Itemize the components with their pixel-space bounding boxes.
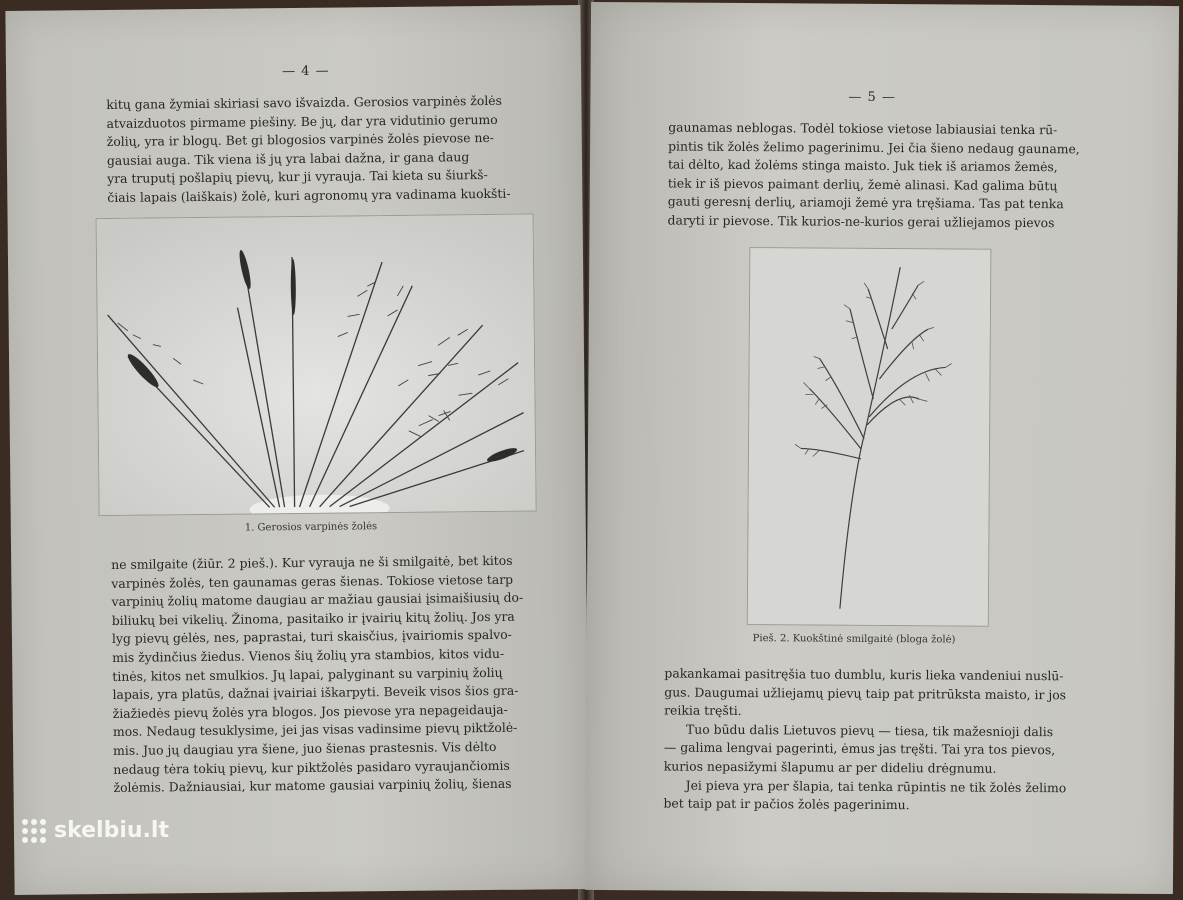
text-line: gus. Daugumai užliejamų pievų taip pat pritrūksta maisto, ir jos (664, 684, 1067, 702)
text-line: mos. Nedaug tesuklysime, jei jas visas vadinsime pievų piktžolė- (112, 720, 518, 740)
text-line: gausiai auga. Tik viena iš jų yra labai dažna, ir gana daug (106, 148, 470, 168)
text-line: yra truputį pošlapių pievų, kur ji vyrauja. Tai kieta su šiurkš- (107, 167, 488, 187)
watermark-text: skelbiu.lt (54, 818, 169, 843)
page-number-right: — 5 — (848, 89, 897, 106)
right-page (585, 2, 1179, 894)
text-line: gauti geresnį derlių, ariamoji žemė yra tręšiama. Tas pat tenka (667, 193, 1064, 212)
right-bottom-paragraph (663, 664, 1104, 816)
left-bottom-paragraph (111, 552, 522, 798)
text-line: ne smilgaite (žiūr. 2 pieš.). Kur vyrauja ne ši smilgaitė, bet kitos (111, 552, 513, 572)
text-line: kurios nepasižymi šlapumu ar per dideliu drėgnumu. (663, 758, 997, 776)
text-line: lapais, yra platūs, dažnai įvairiai iškarpyti. Beveik visos šios gra- (112, 682, 519, 703)
text-line: varpinės žolės, ten gaunamas geras šienas. Tokiose vietose tarp (111, 571, 514, 591)
figure-tussock-grass (747, 247, 992, 627)
figure-caption-left: 1. Gerosios varpinės žolės (244, 521, 378, 534)
text-line: pakankamai pasitręšia tuo dumblu, kuris lieka vandeniui nuslū- (664, 665, 1064, 684)
text-line: — galima lengvai pagerinti, ėmus jas tręšti. Tai yra tos pievos, (663, 739, 1056, 758)
text-line: kitų gana žymiai skiriasi savo išvaizda. Gerosios varpinės žolės (106, 92, 503, 112)
dots-icon (22, 819, 46, 843)
grass-illustration (97, 215, 536, 516)
figure-grasses (96, 214, 537, 517)
text-line: Jei pieva yra per šlapia, tai tenka rūpintis ne tik žolės želimo (685, 777, 1067, 795)
left-top-paragraph (106, 92, 515, 208)
text-line: nedaug tėra tokių pievų, kur piktžolės pasidaro vyraujančiomis (113, 757, 510, 777)
text-line: žolių, yra ir blogų. Bet gi blogosios varpinės žolės pievose ne- (106, 130, 495, 150)
right-top-paragraph (668, 119, 1109, 234)
left-page (5, 5, 589, 895)
text-line: atvaizduotos pirmame piešiny. Be jų, dar yra vidutinio gerumo (106, 111, 498, 131)
text-line: mis žydinčius žiedus. Vienos šių žolių yra stambios, kitos vidu- (112, 645, 505, 665)
tussock-grass-illustration (748, 248, 991, 626)
text-line: bet taip pat ir pačios žolės pagerinimu. (663, 795, 910, 813)
text-line: tiek ir iš pievos paimant derlių, žemė alinasi. Kad galima būtų (667, 175, 1058, 193)
text-line: gaunamas neblogas. Todėl tokiose vietose labiausiai tenka rū- (668, 119, 1058, 138)
text-line: varpinių žolių matome daugiau ar mažiau gausiai įsimaišiusių do- (111, 589, 524, 610)
text-line: pintis tik žolės želimo pagerinimu. Jei čia šieno nedaug gauname, (668, 138, 1080, 156)
figure-caption-right: Pieš. 2. Kuokštinė smilgaitė (bloga žolė) (752, 633, 956, 646)
text-line: čiais lapais (laiškais) žolė, kuri agronomų yra vadinama kuokšti- (107, 185, 511, 205)
page-number-left: — 4 — (281, 63, 330, 80)
text-line: žiažiedės pievų žolės yra blogos. Jos pievose yra nepageidauja- (112, 701, 508, 721)
text-line: lyg pievų gėlės, nes, paprastai, turi skaisčius, įvairiomis spalvo- (111, 627, 512, 647)
text-line: biliukų bei vikelių. Žinoma, pasitaiko ir įvairių kitų žolių. Jos yra (111, 608, 515, 628)
text-line: žolėmis. Dažniausiai, kur matome gausiai varpinių žolių, šienas (113, 775, 512, 796)
watermark (22, 818, 169, 843)
text-line: Tuo būdu dalis Lietuvos pievų — tiesa, tik mažesnioji dalis (685, 721, 1054, 739)
text-line: mis. Juo jų daugiau yra šiene, juo šienas prastesnis. Vis dėlto (113, 738, 497, 758)
text-line: tinės, kitos net smulkios. Jų lapai, palyginant su varpinių žolių (112, 664, 503, 684)
text-line: tai dėlto, kad žolėms stinga maisto. Juk tiek iš ariamos žemės, (667, 156, 1058, 175)
text-line: daryti ir pievose. Tik kurios-ne-kurios gerai užliejamos pievos (667, 212, 1055, 231)
text-line: reikia tręšti. (664, 702, 742, 719)
